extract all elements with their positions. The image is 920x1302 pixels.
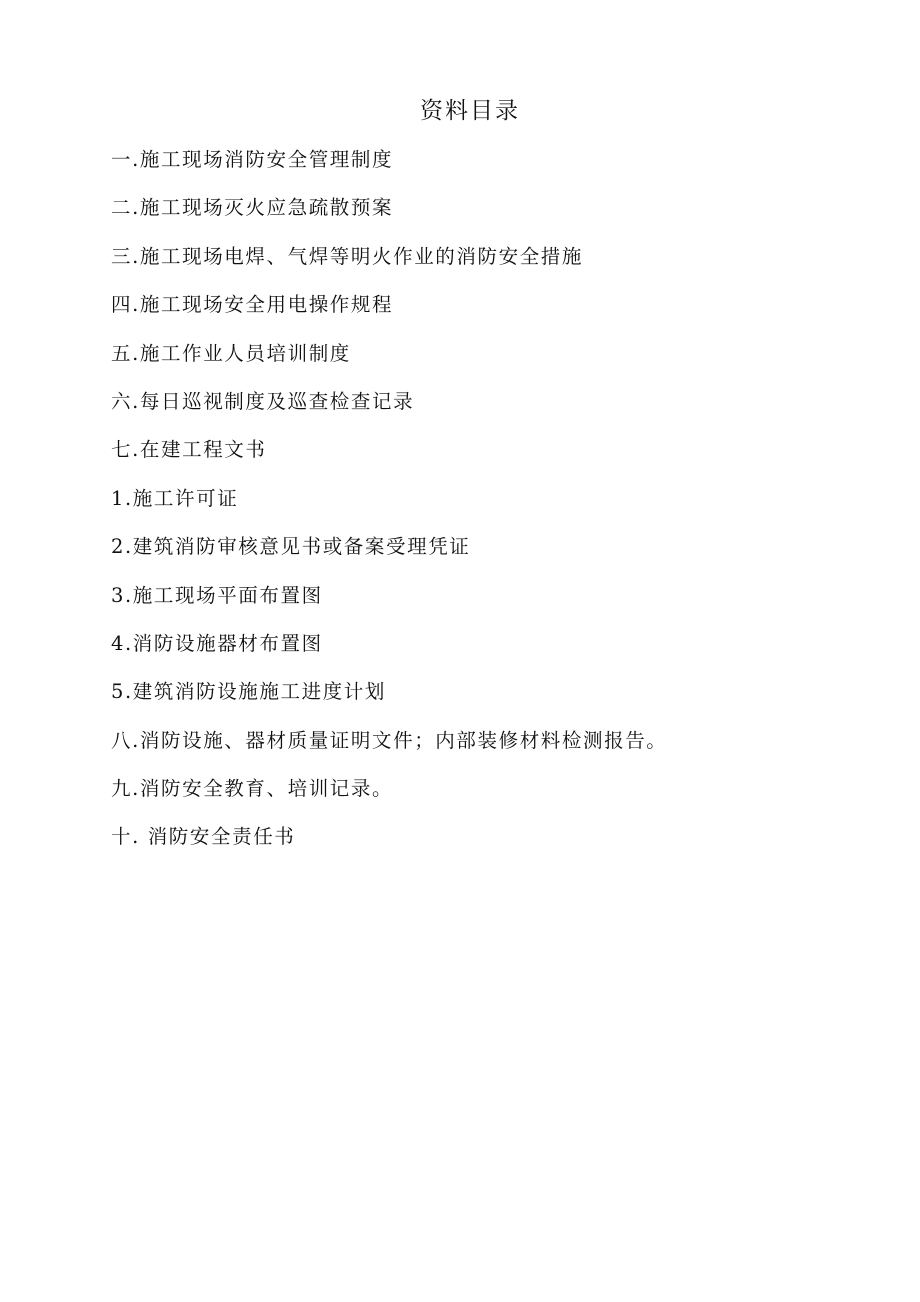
toc-item: 七.在建工程文书 bbox=[111, 438, 267, 462]
toc-item: 四.施工现场安全用电操作规程 bbox=[111, 293, 394, 317]
toc-item: 三.施工现场电焊、气焊等明火作业的消防安全措施 bbox=[111, 244, 583, 268]
toc-item: 一.施工现场消防安全管理制度 bbox=[111, 148, 394, 171]
toc-item: 十. 消防安全责任书 bbox=[111, 825, 296, 849]
table-of-contents bbox=[111, 143, 871, 869]
toc-item: 5.建筑消防设施施工进度计划 bbox=[111, 680, 387, 704]
toc-item: 4.消防设施器材布置图 bbox=[111, 631, 323, 655]
toc-item: 八.消防设施、器材质量证明文件；内部装修材料检测报告。 bbox=[111, 728, 668, 752]
toc-item: 3.施工现场平面布置图 bbox=[111, 583, 323, 607]
toc-item: 九.消防安全教育、培训记录。 bbox=[111, 777, 394, 801]
page-title: 资料目录 bbox=[420, 98, 520, 124]
toc-item: 六.每日巡视制度及巡查检查记录 bbox=[111, 389, 415, 413]
toc-item: 2.建筑消防审核意见书或备案受理凭证 bbox=[111, 535, 471, 559]
toc-item: 五.施工作业人员培训制度 bbox=[111, 341, 351, 365]
toc-item: 1.施工许可证 bbox=[111, 486, 239, 510]
toc-item: 二.施工现场灭火应急疏散预案 bbox=[111, 196, 394, 220]
